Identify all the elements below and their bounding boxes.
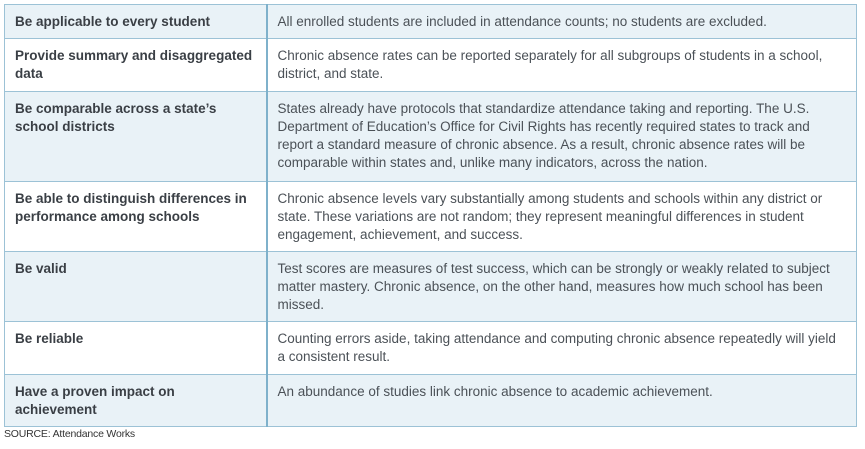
table-row [5,252,857,322]
criterion-cell [5,5,267,39]
criterion-label: Be comparable across a state’s school districts [15,101,217,134]
detail-text: Chronic absence levels vary substantially among students and schools within any district or state. These variations are not random; they represent meaningful differences in student engagement, achievement, and success. [277,191,823,242]
detail-text: Chronic absence rates can be reported separately for all subgroups of students in a school, district, and state. [277,48,823,81]
table-row [5,322,857,375]
table-row [5,182,857,252]
detail-text: States already have protocols that standardize attendance taking and reporting. The U.S. Department of Education’s Office for Civil Rights has recently required states to track and report a standard measure of chronic absence. As a result, chronic absence rates will be comparable within states and, unlike many indicators, across the nation. [277,101,810,170]
detail-cell [267,92,857,182]
detail-text: Test scores are measures of test success, which can be strongly or weakly related to subject matter mastery. Chronic absence, on the other hand, measures how much school has been missed. [277,261,830,312]
detail-cell [267,252,857,322]
table-row [5,5,857,39]
detail-cell [267,322,857,375]
table-row [5,39,857,92]
criterion-cell [5,252,267,322]
criterion-cell [5,322,267,375]
detail-cell [267,375,857,427]
table-row [5,375,857,427]
detail-cell [267,39,857,92]
source-note: SOURCE: Attendance Works [4,428,135,440]
detail-text: All enrolled students are included in attendance counts; no students are excluded. [277,14,767,29]
detail-text: Counting errors aside, taking attendance and computing chronic absence repeatedly will yield a consistent result. [277,331,836,364]
criterion-label: Provide summary and disaggregated data [15,48,253,81]
criterion-label: Be valid [15,261,67,276]
table-row [5,92,857,182]
criterion-label: Be applicable to every student [15,14,211,29]
detail-cell [267,5,857,39]
detail-cell [267,182,857,252]
criterion-cell [5,375,267,427]
criterion-label: Be reliable [15,331,84,346]
criterion-cell [5,182,267,252]
criterion-label: Have a proven impact on achievement [15,384,175,417]
detail-text: An abundance of studies link chronic absence to academic achievement. [277,384,713,399]
criterion-label: Be able to distinguish differences in performance among schools [15,191,247,224]
criterion-cell [5,39,267,92]
criterion-cell [5,92,267,182]
criteria-table [4,4,857,427]
